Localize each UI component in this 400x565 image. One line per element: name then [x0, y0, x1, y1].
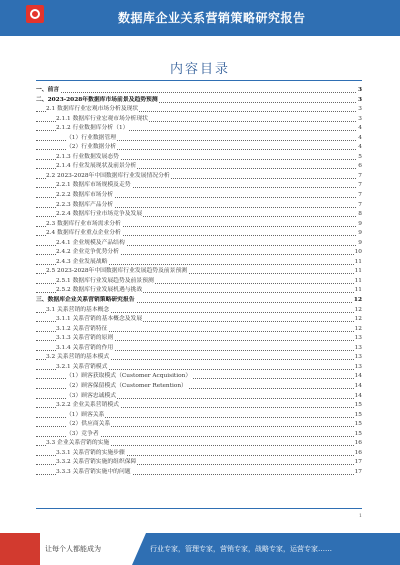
- toc-entry-label: 3.1.4 关系营销的作用: [56, 344, 114, 354]
- toc-entry[interactable]: [36, 267, 362, 277]
- brand-logo-icon: [26, 5, 44, 23]
- toc-entry-label: 2.1.4 行业发展现状及前景分析: [56, 162, 137, 172]
- toc-entry-page: 11: [354, 267, 362, 277]
- footer-bar: [0, 533, 400, 565]
- toc-entry[interactable]: [36, 258, 362, 268]
- toc-entry[interactable]: [36, 201, 362, 211]
- toc-entry[interactable]: [36, 439, 362, 449]
- toc-entry[interactable]: [36, 181, 362, 191]
- toc-entry-page: 15: [354, 411, 362, 421]
- toc-entry[interactable]: [36, 458, 362, 468]
- toc-entry[interactable]: [36, 372, 362, 382]
- toc-entry-page: 9: [357, 229, 362, 239]
- toc-entry[interactable]: [36, 382, 362, 392]
- toc-entry[interactable]: [36, 468, 362, 478]
- toc-entry-label: 3.1.3 关系营销的原则: [56, 334, 114, 344]
- toc-entry[interactable]: [36, 96, 362, 106]
- toc-entry[interactable]: [36, 334, 362, 344]
- toc-entry[interactable]: [36, 210, 362, 220]
- toc-entry[interactable]: [36, 420, 362, 430]
- toc-entry-label: 3.3.2 关系营销实施的组织保障: [56, 458, 137, 468]
- toc-entry[interactable]: [36, 392, 362, 402]
- toc-entry-label: （1）顾客关系: [66, 411, 105, 421]
- toc-entry-label: 2.4.3 企业发展战略: [56, 258, 108, 268]
- toc-entry-label: 3.2.2 企业关系营销模式: [56, 401, 120, 411]
- toc-entry-page: 4: [357, 134, 362, 144]
- toc-entry-page: 14: [354, 372, 362, 382]
- toc-entry-page: 7: [357, 181, 362, 191]
- toc-entry-page: 6: [357, 162, 362, 172]
- toc-entry-label: 3.3.3 关系营销实施中的问题: [56, 468, 132, 478]
- toc-entry-page: 9: [357, 220, 362, 230]
- toc-entry-label: 2.2.3 数据库产品分析: [56, 201, 114, 211]
- toc-entry-page: 14: [354, 392, 362, 402]
- toc-entry-page: 5: [357, 153, 362, 163]
- toc-entry-label: 3.1 关系营销的基本概念: [46, 306, 110, 316]
- toc-entry[interactable]: [36, 229, 362, 239]
- toc-entry-label: 2.1.1 数据库行业宏观市场分析现状: [56, 115, 149, 125]
- toc-entry-label: 2.3 数据库行业市场需求分析: [46, 220, 122, 230]
- toc-entry-page: 9: [357, 239, 362, 249]
- bottom-rule: [36, 508, 362, 509]
- toc-entry-page: 3: [357, 86, 362, 96]
- toc-entry-label: 三、数据库企业关系营销策略研究报告: [36, 296, 136, 306]
- toc-entry[interactable]: [36, 306, 362, 316]
- toc-entry-page: 13: [354, 363, 362, 373]
- toc-entry[interactable]: [36, 220, 362, 230]
- toc-entry-page: 3: [357, 105, 362, 115]
- toc-entry[interactable]: [36, 363, 362, 373]
- toc-entry[interactable]: [36, 344, 362, 354]
- footer-slogan: 行业专家，管理专家，营销专家，战略专家，运营专家……: [150, 545, 332, 553]
- toc-entry-page: 4: [357, 124, 362, 134]
- toc-entry-page: 3: [357, 96, 362, 106]
- toc-entry-label: （2）供应商关系: [66, 420, 111, 430]
- header-bar: [0, 0, 400, 36]
- table-of-contents: [36, 86, 362, 477]
- top-rule: [36, 80, 362, 81]
- toc-entry-label: 3.2.1 关系营销模式: [56, 363, 108, 373]
- toc-entry-label: （2）顾客保留模式（Customer Retention）: [66, 382, 188, 392]
- toc-entry-page: 12: [354, 315, 362, 325]
- toc-entry-page: 15: [354, 420, 362, 430]
- toc-entry-page: 11: [354, 277, 362, 287]
- toc-entry-label: 2.2.2 数据库市场分析: [56, 191, 114, 201]
- toc-entry-page: 16: [354, 449, 362, 459]
- toc-entry-label: 3.1.2 关系营销特征: [56, 325, 108, 335]
- toc-entry-page: 15: [354, 401, 362, 411]
- toc-entry[interactable]: [36, 86, 362, 96]
- toc-entry[interactable]: [36, 315, 362, 325]
- toc-entry[interactable]: [36, 401, 362, 411]
- toc-entry-page: 16: [354, 439, 362, 449]
- toc-entry[interactable]: [36, 162, 362, 172]
- toc-entry-label: （3）竞争者: [66, 430, 100, 440]
- toc-entry-page: 7: [357, 191, 362, 201]
- footer-accent: [0, 533, 40, 565]
- toc-heading: 内容目录: [169, 62, 230, 77]
- toc-entry-label: 2.4.2 企业竞争优势分析: [56, 248, 120, 258]
- toc-entry-page: 15: [354, 430, 362, 440]
- toc-entry-label: 2.5 2023-2028年中国数据库行业发展趋势及前景预测: [46, 267, 188, 277]
- toc-entry-label: 二、2023-2028年数据库市场前景及趋势预测: [36, 96, 159, 106]
- toc-entry-label: 3.2 关系营销的基本模式: [46, 353, 110, 363]
- toc-entry[interactable]: [36, 239, 362, 249]
- toc-entry-page: 3: [357, 115, 362, 125]
- toc-entry-label: 3.3 企业关系营销的实施: [46, 439, 110, 449]
- toc-entry-page: 12: [354, 325, 362, 335]
- toc-entry[interactable]: [36, 296, 362, 306]
- toc-entry-label: 2.5.1 数据库行业发展趋势及前景预测: [56, 277, 155, 287]
- footer-tagline: 让每个人都能成为: [45, 545, 101, 553]
- report-title: 数据库企业关系营销策略研究报告: [118, 11, 306, 25]
- toc-entry-label: 3.1.1 关系营销的基本概念及发展: [56, 315, 143, 325]
- toc-entry-page: 17: [354, 468, 362, 478]
- toc-entry[interactable]: [36, 449, 362, 459]
- toc-entry-page: 13: [354, 353, 362, 363]
- toc-entry-page: 12: [353, 296, 362, 306]
- footer-slogan-panel: [0, 533, 132, 565]
- toc-entry-label: 2.2 2023-2028年中国数据库行业发展情况分析: [46, 172, 171, 182]
- page-number: 1: [358, 513, 362, 519]
- toc-entry-page: 7: [357, 201, 362, 211]
- toc-entry-label: 2.1.3 行业数据发展态势: [56, 153, 120, 163]
- toc-entry-page: 13: [354, 344, 362, 354]
- toc-entry[interactable]: [36, 115, 362, 125]
- toc-entry[interactable]: [36, 153, 362, 163]
- toc-entry[interactable]: [36, 134, 362, 144]
- toc-entry[interactable]: [36, 286, 362, 296]
- toc-entry-label: 2.1 数据库行业宏观市场分析及现状: [46, 105, 139, 115]
- toc-entry-label: 一、前言: [36, 86, 60, 96]
- toc-entry-label: 3.3.1 关系营销的实施步骤: [56, 449, 126, 459]
- toc-entry[interactable]: [36, 430, 362, 440]
- toc-entry-page: 7: [357, 172, 362, 182]
- toc-entry-label: （1）顾客获取模式（Customer Acquisition）: [66, 372, 192, 382]
- toc-entry[interactable]: [36, 124, 362, 134]
- toc-entry-label: 2.4.1 企业规模及产品结构: [56, 239, 126, 249]
- toc-entry-page: 14: [354, 382, 362, 392]
- toc-entry[interactable]: [36, 143, 362, 153]
- toc-entry[interactable]: [36, 105, 362, 115]
- dot-leader: [36, 92, 362, 93]
- toc-entry-label: （2）行业数据分析: [66, 143, 117, 153]
- toc-entry-label: 2.1.2 行业数据库分析（1）: [56, 124, 129, 134]
- toc-entry-label: 2.2.4 数据库行业市场竞争及发展: [56, 210, 143, 220]
- toc-entry-label: 2.5.2 数据库行业发展机遇与挑战: [56, 286, 143, 296]
- toc-entry-label: 2.2.1 数据库市场规模及走势: [56, 181, 132, 191]
- toc-entry-label: 2.4 数据库行业重点企业分析: [46, 229, 122, 239]
- toc-entry[interactable]: [36, 172, 362, 182]
- toc-entry[interactable]: [36, 277, 362, 287]
- toc-entry-page: 13: [354, 334, 362, 344]
- toc-entry[interactable]: [36, 325, 362, 335]
- toc-entry[interactable]: [36, 411, 362, 421]
- toc-entry-page: 10: [354, 248, 362, 258]
- toc-entry[interactable]: [36, 248, 362, 258]
- toc-entry-page: 11: [354, 258, 362, 268]
- toc-entry-page: 11: [354, 286, 362, 296]
- toc-entry[interactable]: [36, 191, 362, 201]
- toc-entry[interactable]: [36, 353, 362, 363]
- toc-entry-label: （3）顾客忠诚模式: [66, 392, 117, 402]
- toc-entry-page: 4: [357, 143, 362, 153]
- toc-entry-page: 8: [357, 210, 362, 220]
- toc-entry-page: 12: [354, 306, 362, 316]
- toc-entry-label: （1）行业数据管理: [66, 134, 117, 144]
- toc-entry-page: 17: [354, 458, 362, 468]
